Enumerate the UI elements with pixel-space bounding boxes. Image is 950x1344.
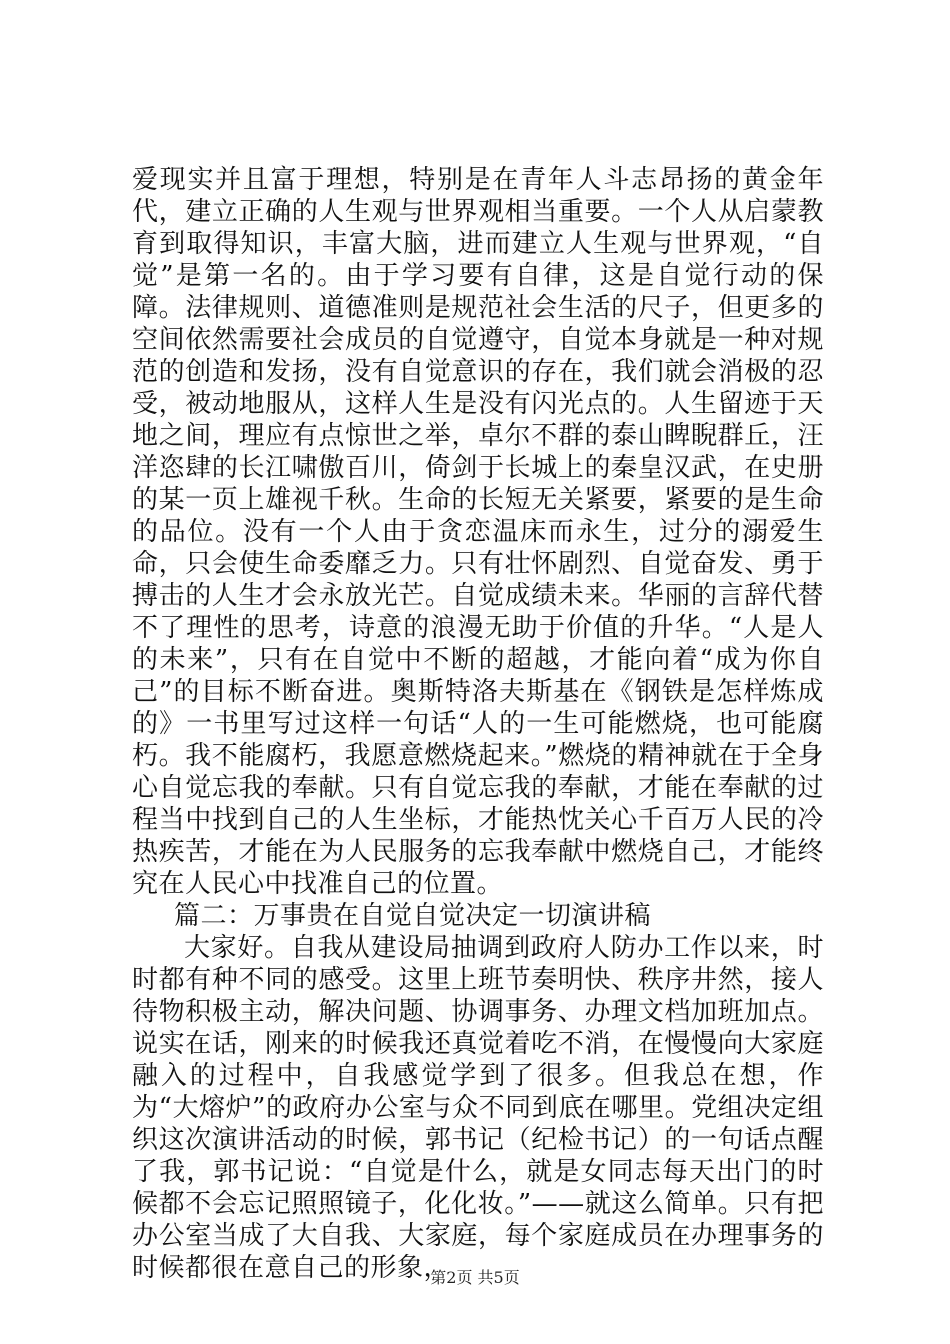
paragraph-1: 爱现实并且富于理想，特别是在青年人斗志昂扬的黄金年代，建立正确的人生观与世界观相当重要。一个人从启蒙教育到取得知识，丰富大脑，进而建立人生观与世界观，“自觉”是第一名的。由于学习要有自律，这是自觉行动的保障。法律规则、道德准则是规范社会生活的尺子，但更多的空间依然需要社会成员的自觉遵守，自觉本身就是一种对规范的创造和发扬，没有自觉意识的存在，我们就会消极的忍受，被动地服从，这样人生是没有闪光点的。人生留迹于天地之间，理应有点惊世之举，卓尔不群的泰山睥睨群丘，汪洋恣肆的长江啸傲百川，倚剑于长城上的秦皇汉武，在史册的某一页上雄视千秋。生命的长短无关紧要，紧要的是生命的品位。没有一个人由于贪恋温床而永生，过分的溺爱生命，只会使生命委靡乏力。只有壮怀剧烈、自觉奋发、勇于搏击的人生才会永放光芒。自觉成绩未来。华丽的言辞代替不了理性的思考，诗意的浪漫无助于价值的升华。“人是人的未来”，只有在自觉中不断的超越，才能向着“成为你自己”的目标不断奋进。奥斯特洛夫斯基在《钢铁是怎样炼成的》一书里写过这样一句话“人的一生可能燃烧，也可能腐朽。我不能腐朽，我愿意燃烧起来。”燃烧的精神就在于全身心自觉忘我的奉献。只有自觉忘我的奉献，才能在奉献的过程当中找到自己的人生坐标，才能热忱关心千百万人民的冷热疾苦，才能在为人民服务的忘我奉献中燃烧自己，才能终究在人民心中找准自己的位置。 <box>132 165 824 899</box>
document-body <box>132 164 824 1284</box>
page-footer: 第2页 共5页 <box>430 1268 520 1287</box>
paragraph-2: 大家好。自我从建设局抽调到政府人防办工作以来，时时都有种不同的感受。这里上班节奏明快、秩序井然，接人待物积极主动，解决问题、协调事务、办理文档加班加点。说实在话，刚来的时候我还真觉着吃不消，在慢慢向大家庭融入的过程中，自我感觉学到了很多。但我总在想，作为“大熔炉”的政府办公室与众不同到底在哪里。党组决定组织这次演讲活动的时候，郭书记（纪检书记）的一句话点醒了我，郭书记说：“自觉是什么，就是女同志每天出门的时候都不会忘记照照镜子，化化妆。”——就这么简单。只有把办公室当成了大自我、大家庭，每个家庭成员在办理事务的时候都很在意自己的形象， <box>132 933 824 1283</box>
section-heading: 篇二：万事贵在自觉自觉决定一切演讲稿 <box>174 901 652 931</box>
